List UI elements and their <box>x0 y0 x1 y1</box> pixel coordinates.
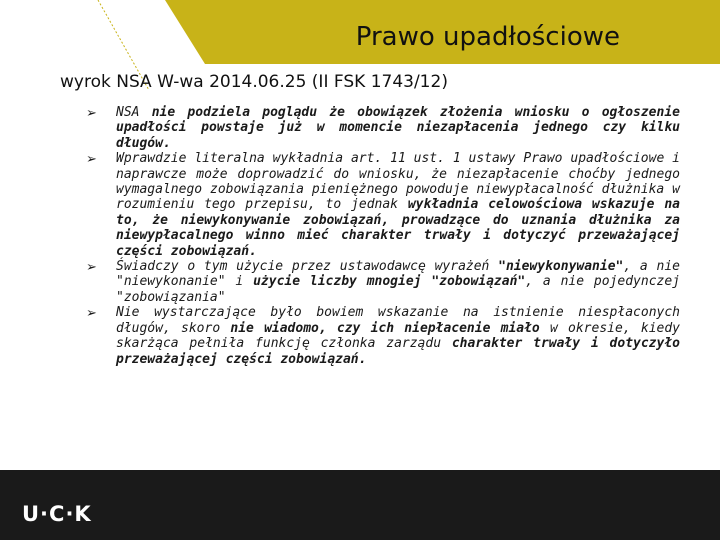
bullet-text-bold: charakter trwały i dotyczyło przeważającej części zobowiązań. <box>116 336 680 367</box>
bullet-text-bold: "niewykonywanie" <box>498 259 624 275</box>
bullet-text: , a nie pojedynczej "zobowiązania" <box>116 274 680 305</box>
bullet-text: Wprawdzie literalna wykładnia art. 11 ust. 1 ustawy Prawo upadłościowe i naprawcze może doprowadzić do wniosku, że niezapłacenie choćby jednego wymagalnego zobowiązania pieniężnego powoduje niewypłacalność dłużnika w rozumieniu tego przepisu, to jednak <box>116 151 680 213</box>
bullet-text: NSA <box>116 105 152 120</box>
bullet-text: Nie wystarczające było bowiem wskazanie na istnienie niespłaconych długów, skoro <box>116 305 680 336</box>
university-logo: U·C·K <box>22 502 92 526</box>
bullet-text-bold: nie podziela poglądu że obowiązek złożenia wniosku o ogłoszenie upadłości powstaje już w momencie niezapłacenia jednego czy kilku długów. <box>116 105 680 151</box>
bullet-item <box>86 259 680 305</box>
arrow-bullet-icon: ➢ <box>86 152 97 168</box>
footer-bar <box>0 470 720 540</box>
arrow-bullet-icon: ➢ <box>86 106 97 121</box>
arrow-bullet-icon: ➢ <box>86 260 97 276</box>
slide-subtitle: wyrok NSA W-wa 2014.06.25 (II FSK 1743/12) <box>60 72 448 92</box>
bullet-list <box>86 105 680 367</box>
slide-title: Prawo upadłościowe <box>355 22 620 52</box>
bullet-text: , a nie "niewykonanie" i <box>116 259 680 290</box>
bullet-text: w okresie, kiedy skarżąca pełniła funkcję członka zarządu <box>116 320 681 352</box>
bullet-item <box>86 305 680 367</box>
bullet-text: Świadczy o tym użycie przez ustawodawcę wyrażeń <box>116 259 499 275</box>
bullet-text-bold: wykładnia celowościowa wskazuje na to, że niewykonywanie zobowiązań, prowadzące do uznania dłużnika za niewypłacalnego winno mieć charakter trwały i dotyczyć przeważającej części zobowiązań. <box>116 197 680 259</box>
bullet-text-bold: użycie liczby mnogiej "zobowiązań" <box>253 274 526 290</box>
bullet-item <box>86 105 680 151</box>
bullet-text-bold: nie wiadomo, czy ich niepłacenie miało <box>230 320 540 336</box>
bullet-item <box>86 151 680 259</box>
arrow-bullet-icon: ➢ <box>86 306 97 322</box>
